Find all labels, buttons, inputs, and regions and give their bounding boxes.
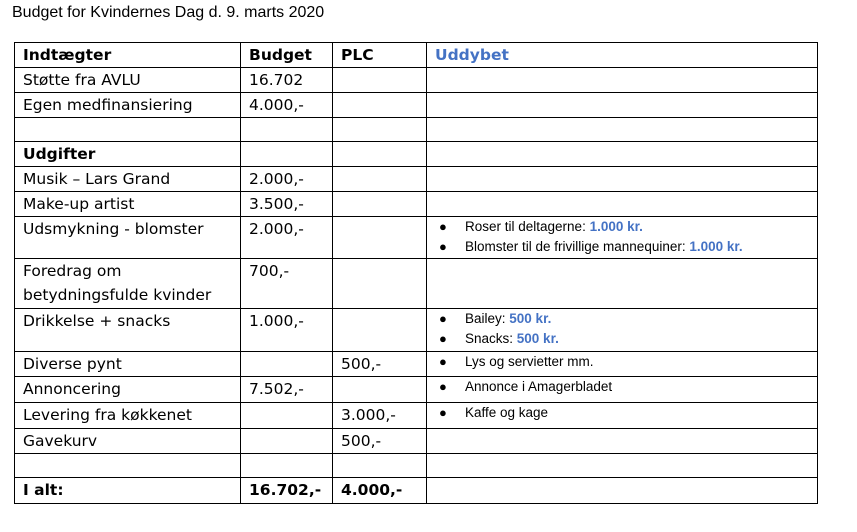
row-details <box>427 309 818 352</box>
row-label: Gavekurv <box>15 429 241 454</box>
detail-text: Lys og servietter mm. <box>465 354 594 369</box>
table-row <box>15 93 818 118</box>
list-item <box>435 237 817 257</box>
details-list <box>435 309 817 349</box>
empty-cell <box>15 454 241 478</box>
row-plc <box>333 192 427 217</box>
header-budget: Budget <box>241 43 333 68</box>
table-header-row <box>15 43 818 68</box>
row-label: Egen medfinansiering <box>15 93 241 118</box>
row-label: Annoncering <box>15 377 241 403</box>
detail-amount: 1.000 kr. <box>689 239 743 254</box>
bullet-icon: ● <box>439 239 447 254</box>
empty-cell <box>427 142 818 167</box>
empty-cell <box>333 454 427 478</box>
row-details <box>427 259 818 309</box>
detail-text: Snacks: <box>465 331 517 346</box>
section-header-row <box>15 142 818 167</box>
header-details: Uddybet <box>427 43 818 68</box>
table-row <box>15 403 818 429</box>
bullet-icon: ● <box>439 331 447 346</box>
table-row <box>15 192 818 217</box>
row-details <box>427 192 818 217</box>
bullet-icon: ● <box>439 379 447 394</box>
bullet-icon: ● <box>439 405 447 420</box>
table-row <box>15 217 818 259</box>
row-details <box>427 377 818 403</box>
list-item <box>435 329 817 349</box>
row-details <box>427 167 818 192</box>
bullet-icon: ● <box>439 219 447 234</box>
details-list <box>435 377 817 397</box>
table-row <box>15 309 818 352</box>
budget-table <box>14 42 818 504</box>
empty-cell <box>241 454 333 478</box>
row-label: Diverse pynt <box>15 352 241 377</box>
row-label: Musik – Lars Grand <box>15 167 241 192</box>
row-plc <box>333 259 427 309</box>
row-label: Udsmykning - blomster <box>15 217 241 259</box>
list-item <box>435 403 817 423</box>
row-plc: 3.000,- <box>333 403 427 429</box>
table-row <box>15 377 818 403</box>
row-plc <box>333 93 427 118</box>
table-row <box>15 259 818 309</box>
empty-row <box>15 118 818 142</box>
row-label: Make-up artist <box>15 192 241 217</box>
empty-cell <box>15 118 241 142</box>
detail-text: Roser til deltagerne: <box>465 219 590 234</box>
row-budget: 4.000,- <box>241 93 333 118</box>
table-row <box>15 167 818 192</box>
row-budget: 7.502,- <box>241 377 333 403</box>
row-budget <box>241 403 333 429</box>
empty-cell <box>241 118 333 142</box>
row-details <box>427 93 818 118</box>
details-list <box>435 352 817 372</box>
empty-cell <box>333 142 427 167</box>
total-label: I alt: <box>15 478 241 504</box>
empty-row <box>15 454 818 478</box>
row-details <box>427 429 818 454</box>
bullet-icon: ● <box>439 354 447 369</box>
row-budget: 1.000,- <box>241 309 333 352</box>
total-details <box>427 478 818 504</box>
empty-cell <box>333 118 427 142</box>
row-plc <box>333 309 427 352</box>
detail-text: Bailey: <box>465 311 510 326</box>
row-budget: 2.000,- <box>241 167 333 192</box>
row-plc <box>333 68 427 93</box>
empty-cell <box>427 454 818 478</box>
row-budget <box>241 352 333 377</box>
row-plc: 500,- <box>333 429 427 454</box>
row-budget: 16.702 <box>241 68 333 93</box>
detail-text: Blomster til de frivillige mannequiner: <box>465 239 690 254</box>
list-item <box>435 377 817 397</box>
table-row <box>15 68 818 93</box>
detail-amount: 500 kr. <box>516 331 559 346</box>
empty-cell <box>241 142 333 167</box>
details-list <box>435 403 817 423</box>
empty-cell <box>427 118 818 142</box>
row-plc: 500,- <box>333 352 427 377</box>
row-details <box>427 352 818 377</box>
row-budget: 2.000,- <box>241 217 333 259</box>
total-budget: 16.702,- <box>241 478 333 504</box>
row-plc <box>333 217 427 259</box>
header-income: Indtægter <box>15 43 241 68</box>
row-label: Levering fra køkkenet <box>15 403 241 429</box>
total-row <box>15 478 818 504</box>
detail-text: Annonce i Amagerbladet <box>465 379 613 394</box>
expenses-heading: Udgifter <box>15 142 241 167</box>
header-plc: PLC <box>333 43 427 68</box>
row-plc <box>333 167 427 192</box>
row-details <box>427 403 818 429</box>
detail-text: Kaffe og kage <box>465 405 549 420</box>
row-label: Foredrag om betydningsfulde kvinder <box>15 259 241 309</box>
row-details <box>427 68 818 93</box>
total-plc: 4.000,- <box>333 478 427 504</box>
detail-amount: 1.000 kr. <box>589 219 643 234</box>
row-label: Drikkelse + snacks <box>15 309 241 352</box>
row-budget: 3.500,- <box>241 192 333 217</box>
row-details <box>427 217 818 259</box>
list-item <box>435 217 817 237</box>
row-plc <box>333 377 427 403</box>
table-row <box>15 429 818 454</box>
detail-amount: 500 kr. <box>509 311 552 326</box>
list-item <box>435 309 817 329</box>
table-row <box>15 352 818 377</box>
document-title: Budget for Kvindernes Dag d. 9. marts 2020 <box>12 4 325 21</box>
details-list <box>435 217 817 257</box>
list-item <box>435 352 817 372</box>
row-budget <box>241 429 333 454</box>
row-budget: 700,- <box>241 259 333 309</box>
row-label: Støtte fra AVLU <box>15 68 241 93</box>
bullet-icon: ● <box>439 311 447 326</box>
